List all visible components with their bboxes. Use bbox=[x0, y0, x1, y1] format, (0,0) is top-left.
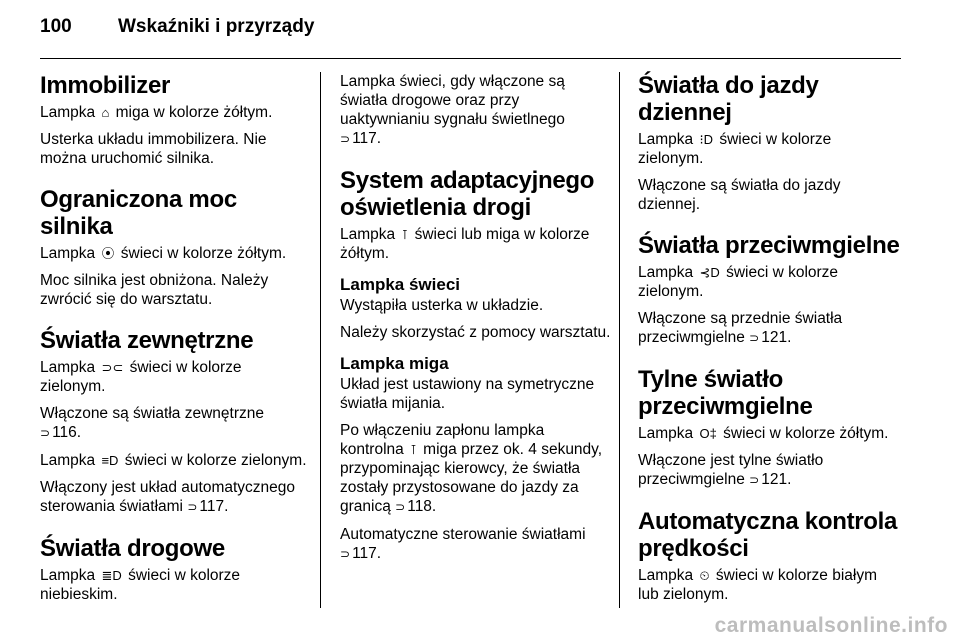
paragraph: Lampka ≡D świeci w kolorze zielonym. bbox=[40, 452, 307, 469]
paragraph: Lampka ≣D świeci w kolorze niebieskim. bbox=[40, 567, 241, 603]
column-2 bbox=[340, 72, 612, 572]
paragraph: Układ jest ustawiony na symetryczne światła mijania. bbox=[340, 376, 595, 412]
adaptive-lighting-icon: ⊺ bbox=[410, 442, 417, 457]
paragraph: Włączone są światła zewnętrzne ⊃ 116. bbox=[40, 405, 264, 441]
paragraph: Włączone są światła do jazdy dziennej. bbox=[638, 177, 841, 213]
paragraph: Lampka ⊺ świeci lub miga w kolorze żółtym. bbox=[340, 226, 590, 262]
exterior-lights-icon: ⊃⊂ bbox=[101, 360, 124, 375]
section-heading-immobilizer: Immobilizer bbox=[40, 72, 171, 99]
page-ref-link[interactable]: 117. bbox=[352, 545, 382, 562]
paragraph: Usterka układu immobilizera. Nie można uruchomić silnika. bbox=[40, 131, 267, 167]
paragraph: Należy skorzystać z pomocy warsztatu. bbox=[340, 324, 611, 341]
paragraph: Lampka ⌂ miga w kolorze żółtym. bbox=[40, 104, 273, 121]
engine-icon: ⦿ bbox=[101, 246, 115, 261]
adaptive-lighting-icon: ⊺ bbox=[401, 227, 409, 242]
daytime-lights-icon: ⁝D bbox=[699, 132, 713, 147]
paragraph: Lampka świeci, gdy włączone są światła drogowe oraz przy uaktywnianiu sygnału świetlnego ⊃ 117. bbox=[340, 73, 565, 147]
page-ref-icon: ⊃ bbox=[187, 500, 198, 514]
page-ref-link[interactable]: 121. bbox=[761, 471, 792, 488]
paragraph: Automatyczne sterowanie światłami ⊃ 117. bbox=[340, 526, 586, 562]
page-ref-icon: ⊃ bbox=[749, 473, 760, 487]
page-header bbox=[0, 0, 960, 60]
paragraph: Lampka ⁝D świeci w kolorze zielonym. bbox=[638, 131, 832, 167]
paragraph: Po włączeniu zapłonu lampka kontrolna ⊺ miga przez ok. 4 sekundy, przypominając kierowcy, że światła zostały przystosowane do jazdy za granicą ⊃ 118. bbox=[340, 422, 603, 515]
header-rule bbox=[40, 58, 901, 59]
page-ref-link[interactable]: 117. bbox=[199, 498, 229, 515]
section-heading-high-beam: Światła drogowe bbox=[40, 535, 225, 562]
page-ref-link[interactable]: 116. bbox=[52, 424, 82, 441]
page-ref-link[interactable]: 117. bbox=[352, 130, 382, 147]
section-heading-daytime-lights: Światła do jazdy dziennej bbox=[638, 72, 819, 126]
column-divider-2 bbox=[619, 72, 620, 608]
auto-light-icon: ≡D bbox=[101, 453, 119, 468]
paragraph: Wystąpiła usterka w układzie. bbox=[340, 297, 544, 314]
section-heading-engine-power: Ograniczona moc silnika bbox=[40, 186, 237, 240]
high-beam-icon: ≣D bbox=[101, 568, 122, 583]
page-number: 100 bbox=[40, 16, 72, 37]
column-divider-1 bbox=[320, 72, 321, 608]
page-ref-icon: ⊃ bbox=[395, 500, 406, 514]
chapter-title: Wskaźniki i przyrządy bbox=[118, 16, 315, 37]
section-heading-fog-lights: Światła przeciwmgielne bbox=[638, 232, 900, 259]
page-ref-icon: ⊃ bbox=[749, 331, 760, 345]
paragraph: Włączony jest układ automatycznego sterowania światłami ⊃ 117. bbox=[40, 479, 296, 515]
paragraph: Lampka ⊰D świeci w kolorze zielonym. bbox=[638, 264, 839, 300]
page-ref-link[interactable]: 118. bbox=[407, 498, 437, 515]
page-ref-icon: ⊃ bbox=[40, 426, 51, 440]
front-fog-icon: ⊰D bbox=[699, 265, 720, 280]
subheading-lamp-on: Lampka świeci bbox=[340, 275, 461, 294]
page-ref-icon: ⊃ bbox=[340, 132, 351, 146]
paragraph: Lampka O‡ świeci w kolorze żółtym. bbox=[638, 425, 889, 442]
section-heading-exterior-lights: Światła zewnętrzne bbox=[40, 327, 254, 354]
column-1 bbox=[40, 72, 310, 612]
subheading-lamp-flashing: Lampka miga bbox=[340, 354, 449, 373]
watermark: carmanualsonline.info bbox=[714, 614, 948, 637]
rear-fog-icon: O‡ bbox=[699, 426, 717, 441]
paragraph: Lampka ⊃⊂ świeci w kolorze zielonym. bbox=[40, 359, 242, 395]
immobilizer-icon: ⌂ bbox=[101, 105, 110, 120]
paragraph: Włączone są przednie światła przeciwmgielne ⊃ 121. bbox=[638, 310, 843, 346]
section-heading-rear-fog: Tylne światło przeciwmgielne bbox=[638, 366, 813, 420]
paragraph: Moc silnika jest obniżona. Należy zwrócić się do warsztatu. bbox=[40, 272, 269, 308]
section-heading-adaptive-lighting: System adaptacyjnego oświetlenia drogi bbox=[340, 167, 595, 221]
section-heading-cruise-control: Automatyczna kontrola prędkości bbox=[638, 508, 898, 562]
paragraph: Lampka ⏲ świeci w kolorze białym lub zielonym. bbox=[638, 567, 877, 603]
page-ref-icon: ⊃ bbox=[340, 547, 351, 561]
column-3 bbox=[638, 72, 900, 612]
cruise-control-icon: ⏲ bbox=[699, 568, 710, 583]
paragraph: Lampka ⦿ świeci w kolorze żółtym. bbox=[40, 245, 287, 262]
paragraph: Włączone jest tylne światło przeciwmgielne ⊃ 121. bbox=[638, 452, 824, 488]
page-ref-link[interactable]: 121. bbox=[761, 329, 792, 346]
